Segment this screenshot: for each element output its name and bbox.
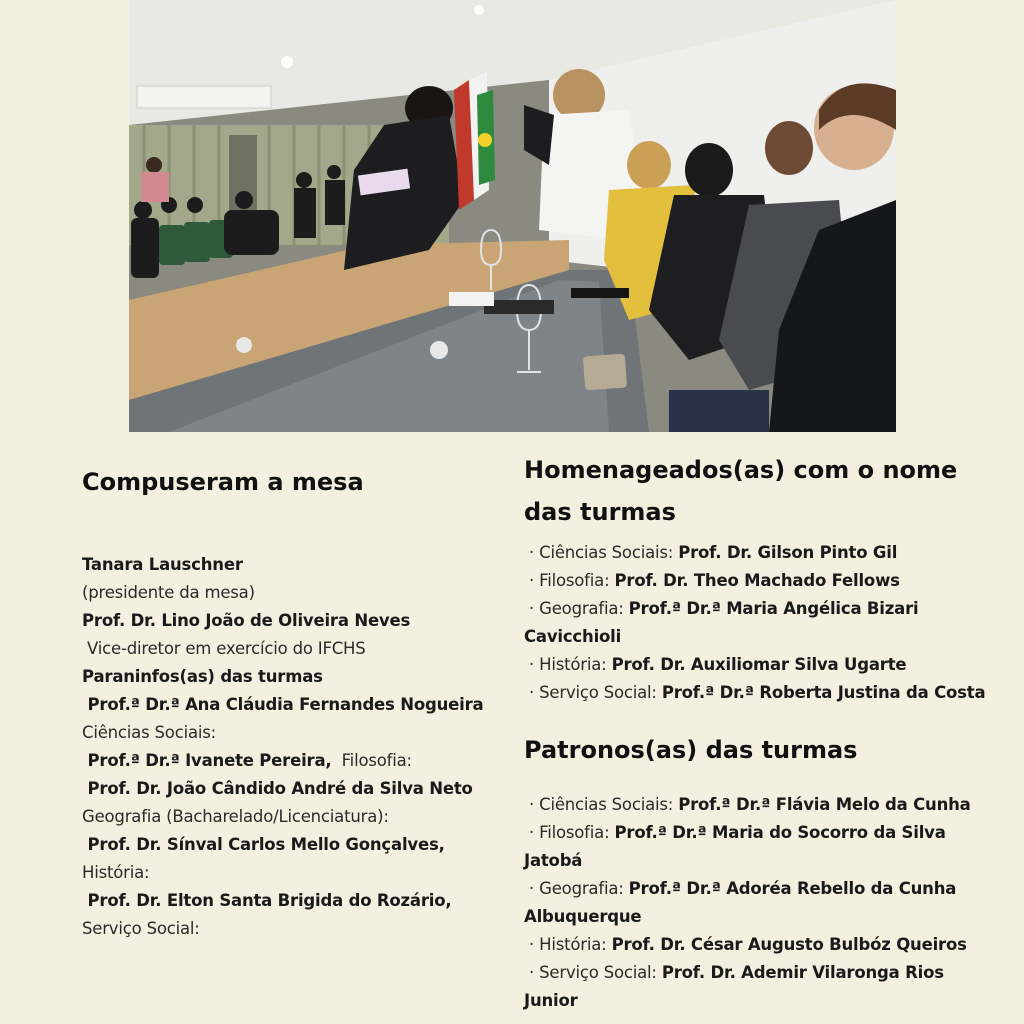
patron-item: · Ciências Sociais: Prof.ª Dr.ª Flávia Melo da Cunha — [524, 795, 971, 814]
ceremony-photo — [129, 0, 896, 432]
paraninfo-course: Geografia (Bacharelado/Licenciatura): — [82, 807, 389, 826]
patron-item: · Geografia: Prof.ª Dr.ª Adoréa Rebello da Cunha — [524, 879, 957, 898]
honoree-item: · Geografia: Prof.ª Dr.ª Maria Angélica Bizari — [524, 599, 919, 618]
honoree-item: · Serviço Social: Prof.ª Dr.ª Roberta Justina da Costa — [524, 683, 986, 702]
paraninfo-name: Prof. Dr. Sínval Carlos Mello Gonçalves, — [82, 835, 445, 854]
table-composition-section — [82, 455, 512, 943]
paraninfo-name: Prof.ª Dr.ª Ana Cláudia Fernandes Nogueira — [82, 695, 484, 714]
patron-item: · Serviço Social: Prof. Dr. Ademir Vilaronga Rios — [524, 963, 944, 982]
honoree-item: · Ciências Sociais: Prof. Dr. Gilson Pinto Gil — [524, 543, 898, 562]
president-name: Tanara Lauschner — [82, 555, 243, 574]
paraninfo-name: Prof.ª Dr.ª Ivanete Pereira, — [82, 751, 332, 770]
patronos-heading: Patronos(as) das turmas — [524, 736, 858, 764]
patron-item-cont: Junior — [524, 991, 578, 1010]
patron-item-cont: Jatobá — [524, 851, 583, 870]
honoree-item: · Filosofia: Prof. Dr. Theo Machado Fellows — [524, 571, 900, 590]
president-role: (presidente da mesa) — [82, 583, 255, 602]
patron-item: · Filosofia: Prof.ª Dr.ª Maria do Socorro da Silva — [524, 823, 946, 842]
honoree-item-cont: Cavicchioli — [524, 627, 622, 646]
vice-director-name: Prof. Dr. Lino João de Oliveira Neves — [82, 611, 411, 630]
paraninfo-course: Serviço Social: — [82, 919, 200, 938]
paraninfo-name: Prof. Dr. Elton Santa Brigida do Rozário, — [82, 891, 452, 910]
paraninfo-course: Filosofia: — [331, 751, 412, 770]
paraninfo-course: Ciências Sociais: — [82, 723, 216, 742]
section-heading: Compuseram a mesa — [82, 468, 364, 496]
patron-item: · História: Prof. Dr. César Augusto Bulbóz Queiros — [524, 935, 967, 954]
paraninfo-name: Prof. Dr. João Cândido André da Silva Neto — [82, 779, 473, 798]
honoree-item: · História: Prof. Dr. Auxiliomar Silva Ugarte — [524, 655, 907, 674]
homenageados-heading: Homenageados(as) com o nome das turmas — [524, 456, 958, 526]
patron-item-cont: Albuquerque — [524, 907, 642, 926]
honorees-section — [524, 455, 1024, 1015]
vice-director-role: Vice-diretor em exercício do IFCHS — [82, 639, 366, 658]
paraninfos-title: Paraninfos(as) das turmas — [82, 667, 323, 686]
paraninfo-course: História: — [82, 863, 150, 882]
paraninfo-entry — [82, 747, 512, 775]
